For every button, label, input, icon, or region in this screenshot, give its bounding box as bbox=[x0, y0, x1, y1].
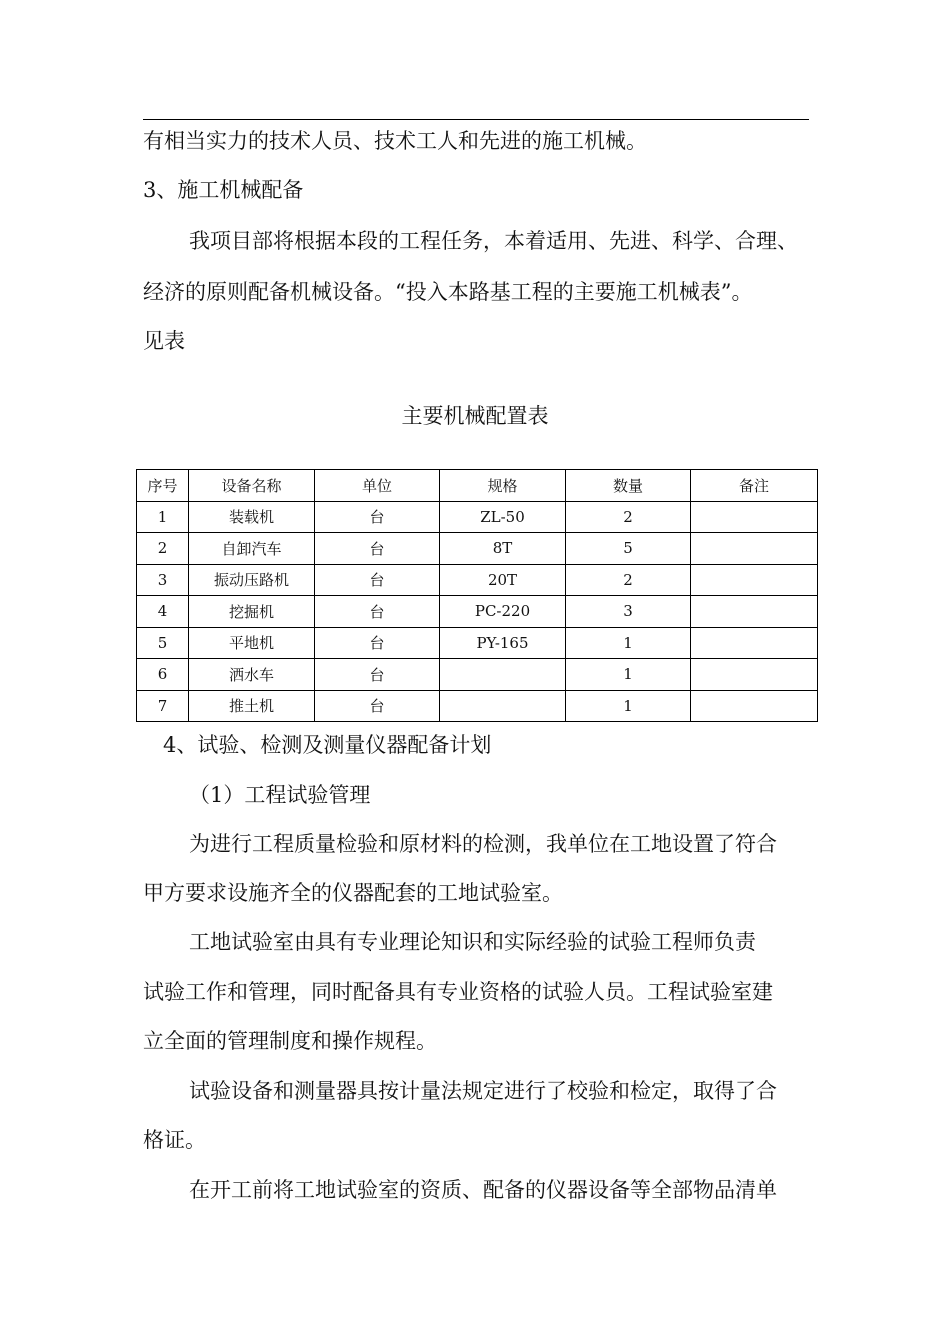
paragraph-line: 格证。 bbox=[143, 1128, 206, 1152]
section-heading: 3、施工机械配备 bbox=[143, 178, 304, 202]
table-row bbox=[137, 564, 818, 596]
table-cell bbox=[691, 564, 818, 596]
table-cell bbox=[440, 659, 566, 691]
table-row bbox=[137, 659, 818, 691]
table-row bbox=[137, 533, 818, 565]
table-cell: 振动压路机 bbox=[189, 564, 315, 596]
table-cell: 3 bbox=[137, 564, 189, 596]
table-cell: 台 bbox=[315, 596, 440, 628]
table-cell bbox=[440, 690, 566, 722]
table-cell: 台 bbox=[315, 501, 440, 533]
paragraph-line: 在开工前将工地试验室的资质、配备的仪器设备等全部物品清单 bbox=[189, 1178, 777, 1202]
paragraph-line: 试验工作和管理，同时配备具有专业资格的试验人员。工程试验室建 bbox=[143, 980, 773, 1004]
table-cell: 台 bbox=[315, 564, 440, 596]
table-cell: 洒水车 bbox=[189, 659, 315, 691]
table-cell: 4 bbox=[137, 596, 189, 628]
header-rule bbox=[143, 119, 809, 120]
table-cell: 推土机 bbox=[189, 690, 315, 722]
table-cell: PC-220 bbox=[440, 596, 566, 628]
column-header: 备注 bbox=[691, 470, 818, 502]
equipment-table bbox=[136, 469, 818, 722]
subsection-heading: （1）工程试验管理 bbox=[189, 783, 371, 807]
column-header: 设备名称 bbox=[189, 470, 315, 502]
table-cell: 1 bbox=[566, 659, 691, 691]
table-cell: 1 bbox=[137, 501, 189, 533]
column-header: 序号 bbox=[137, 470, 189, 502]
table-cell: 装载机 bbox=[189, 501, 315, 533]
paragraph-line: 甲方要求设施齐全的仪器配套的工地试验室。 bbox=[143, 881, 563, 905]
table-cell: 台 bbox=[315, 627, 440, 659]
paragraph-line: 见表 bbox=[143, 329, 185, 353]
table-cell: 台 bbox=[315, 659, 440, 691]
table-cell: ZL-50 bbox=[440, 501, 566, 533]
column-header: 规格 bbox=[440, 470, 566, 502]
table-cell: 平地机 bbox=[189, 627, 315, 659]
table-cell: 2 bbox=[566, 564, 691, 596]
table-cell: 5 bbox=[137, 627, 189, 659]
table-cell bbox=[691, 690, 818, 722]
table-cell: 20T bbox=[440, 564, 566, 596]
table-title: 主要机械配置表 bbox=[401, 404, 549, 428]
paragraph-line: 工地试验室由具有专业理论知识和实际经验的试验工程师负责 bbox=[189, 930, 756, 954]
table-cell bbox=[691, 627, 818, 659]
table-header-row bbox=[137, 470, 818, 502]
table-row bbox=[137, 596, 818, 628]
paragraph-line: 我项目部将根据本段的工程任务，本着适用、先进、科学、合理、 bbox=[189, 229, 798, 253]
table-cell: 6 bbox=[137, 659, 189, 691]
section-heading: 4、试验、检测及测量仪器配备计划 bbox=[163, 733, 492, 757]
table-cell: 2 bbox=[137, 533, 189, 565]
paragraph-line: 立全面的管理制度和操作规程。 bbox=[143, 1029, 437, 1053]
table-row bbox=[137, 627, 818, 659]
paragraph-line: 试验设备和测量器具按计量法规定进行了校验和检定，取得了合 bbox=[189, 1079, 777, 1103]
column-header: 数量 bbox=[566, 470, 691, 502]
table-row bbox=[137, 501, 818, 533]
table-cell: 8T bbox=[440, 533, 566, 565]
paragraph-line: 有相当实力的技术人员、技术工人和先进的施工机械。 bbox=[143, 129, 647, 153]
column-header: 单位 bbox=[315, 470, 440, 502]
table-cell: 1 bbox=[566, 627, 691, 659]
paragraph-line: 经济的原则配备机械设备。“投入本路基工程的主要施工机械表”。 bbox=[143, 280, 753, 304]
table-cell bbox=[691, 659, 818, 691]
table-cell: PY-165 bbox=[440, 627, 566, 659]
table-cell: 自卸汽车 bbox=[189, 533, 315, 565]
table-cell: 3 bbox=[566, 596, 691, 628]
table-cell: 台 bbox=[315, 690, 440, 722]
table-cell: 挖掘机 bbox=[189, 596, 315, 628]
table-cell bbox=[691, 501, 818, 533]
table-cell: 7 bbox=[137, 690, 189, 722]
table-cell: 台 bbox=[315, 533, 440, 565]
table-cell bbox=[691, 596, 818, 628]
paragraph-line: 为进行工程质量检验和原材料的检测，我单位在工地设置了符合 bbox=[189, 832, 777, 856]
table-cell bbox=[691, 533, 818, 565]
table-cell: 1 bbox=[566, 690, 691, 722]
table-cell: 2 bbox=[566, 501, 691, 533]
table-cell: 5 bbox=[566, 533, 691, 565]
table-row bbox=[137, 690, 818, 722]
